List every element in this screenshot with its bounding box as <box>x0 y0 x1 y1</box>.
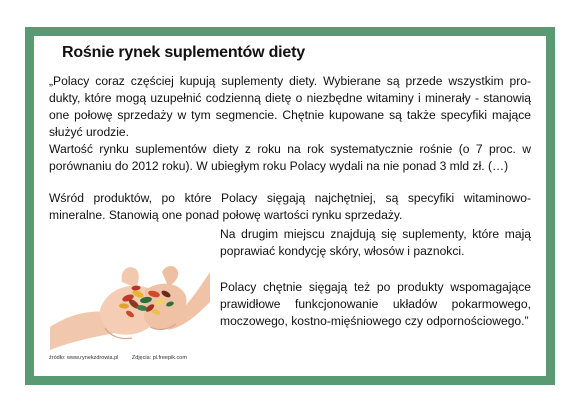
photo-credit: Zdjęcia: pl.freepik.com <box>131 355 187 361</box>
article-title: Rośnie rynek suplementów diety <box>62 44 305 61</box>
article-paragraph-vitamins: Wśród produktów, po które Polacy sięgają najchętniej, są specyfiki witaminowo-mineralne. Stanowią one ponad połowę wartości rynku sprzedaży. <box>49 191 531 222</box>
article-card <box>25 27 555 385</box>
article-paragraph-intro: „Polacy coraz częściej kupują suplementy diety. Wybierane są przede wszystkim produkty, które mogą uzupełnić codzienną dietę o niezbędne witaminy i minerały - stanowią one połowę sprzedaży w tym segmencie. Chętnie kupowane są także specyfiki mające służyć urodzie. Wartość rynku suplementów diety z roku na rok systematycznie rośnie (o 7 proc. w porównaniu do 2012 roku). W ubiegłym roku Polacy wydali na nie ponad 3 mld zł. (…) <box>49 74 531 173</box>
source-credit: źródło: www.rynekzdrowia.pl <box>49 355 119 361</box>
hands-with-pills-image <box>50 232 210 350</box>
article-paragraph-skin: Na drugim miejscu znajdują się suplementy, które mają poprawiać kondycję skóry, włosów i paznokci. <box>220 227 531 258</box>
credits <box>49 355 199 361</box>
article-paragraph-systems: Polacy chętnie sięgają też po produkty wspomagające prawidłowe funkcjonowanie układów pokarmowego, moczowego, kostno-mięśniowego czy odpornościowego.” <box>220 280 531 328</box>
